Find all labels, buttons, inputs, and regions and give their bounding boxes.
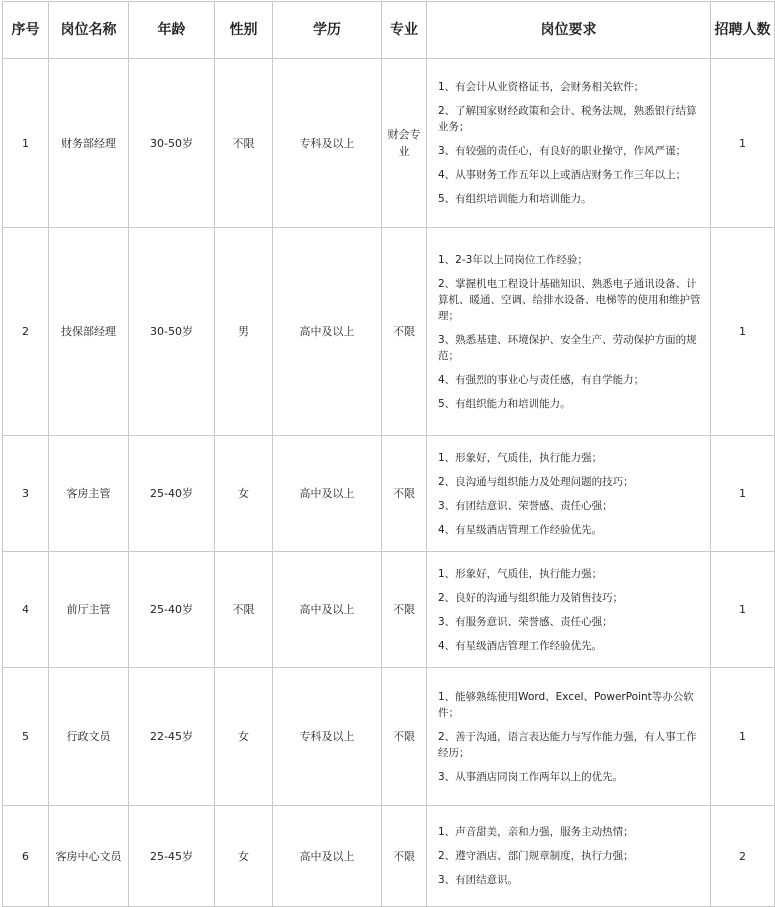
header-education: 学历	[273, 2, 382, 59]
cell-age: 25-40岁	[129, 552, 215, 668]
cell-requirements	[427, 552, 711, 668]
cell-education: 高中及以上	[273, 806, 382, 907]
cell-headcount: 1	[711, 59, 775, 228]
cell-major: 不限	[382, 552, 427, 668]
cell-gender: 女	[215, 806, 273, 907]
header-headcount: 招聘人数	[711, 2, 775, 59]
requirement-item: 3、有团结意识、荣誉感、责任心强；	[438, 499, 613, 512]
cell-position: 行政文员	[49, 668, 129, 806]
requirement-item: 1、能够熟练使用Word、Excel、PowerPoint等办公软件；	[438, 690, 694, 719]
requirement-item: 1、形象好，气质佳，执行能力强；	[438, 567, 603, 580]
cell-age: 22-45岁	[129, 668, 215, 806]
cell-position: 财务部经理	[49, 59, 129, 228]
cell-education: 高中及以上	[273, 552, 382, 668]
cell-requirements	[427, 436, 711, 552]
table-row	[3, 552, 775, 668]
cell-position: 前厅主管	[49, 552, 129, 668]
cell-no: 6	[3, 806, 49, 907]
cell-education: 高中及以上	[273, 436, 382, 552]
requirement-item: 4、有星级酒店管理工作经验优先。	[438, 639, 603, 652]
cell-position: 客房主管	[49, 436, 129, 552]
cell-education: 专科及以上	[273, 59, 382, 228]
cell-headcount: 1	[711, 228, 775, 436]
cell-no: 2	[3, 228, 49, 436]
cell-position: 技保部经理	[49, 228, 129, 436]
cell-position: 客房中心文员	[49, 806, 129, 907]
header-gender: 性别	[215, 2, 273, 59]
requirement-item: 1、声音甜美，亲和力强，服务主动热情；	[438, 826, 634, 838]
cell-requirements	[427, 806, 711, 907]
header-age: 年龄	[129, 2, 215, 59]
cell-no: 1	[3, 59, 49, 228]
header-position: 岗位名称	[49, 2, 129, 59]
cell-no: 4	[3, 552, 49, 668]
cell-no: 5	[3, 668, 49, 806]
requirement-item: 2、良沟通与组织能力及处理问题的技巧；	[438, 475, 634, 488]
cell-education: 高中及以上	[273, 228, 382, 436]
cell-major: 不限	[382, 668, 427, 806]
table-row	[3, 228, 775, 436]
cell-age: 25-40岁	[129, 436, 215, 552]
cell-headcount: 1	[711, 668, 775, 806]
cell-gender: 男	[215, 228, 273, 436]
requirement-item: 2、了解国家财经政策和会计、税务法规，熟悉银行结算业务；	[438, 105, 697, 133]
requirement-item: 3、从事酒店同岗工作两年以上的优先。	[438, 770, 624, 783]
header-major: 专业	[382, 2, 427, 59]
header-row	[3, 2, 775, 59]
cell-headcount: 1	[711, 436, 775, 552]
requirement-item: 2、良好的沟通与组织能力及销售技巧；	[438, 591, 624, 604]
requirement-item: 2、掌握机电工程设计基础知识、熟悉电子通讯设备、计算机、暖通、空调、给排水设备、电梯等的使用和维护管理；	[438, 277, 701, 322]
header-requirements: 岗位要求	[427, 2, 711, 59]
requirement-item: 3、熟悉基建、环境保护、安全生产、劳动保护方面的规范；	[438, 333, 697, 362]
requirement-item: 1、形象好，气质佳，执行能力强；	[438, 451, 603, 464]
requirement-item: 4、有强烈的事业心与责任感，有自学能力；	[438, 373, 645, 386]
requirement-item: 3、有服务意识、荣誉感、责任心强；	[438, 615, 613, 628]
cell-major: 财会专业	[382, 59, 427, 228]
table-row	[3, 436, 775, 552]
cell-age: 25-45岁	[129, 806, 215, 907]
cell-major: 不限	[382, 806, 427, 907]
cell-requirements	[427, 668, 711, 806]
table-row	[3, 668, 775, 806]
cell-gender: 不限	[215, 552, 273, 668]
cell-gender: 女	[215, 668, 273, 806]
cell-headcount: 1	[711, 552, 775, 668]
requirement-item: 1、2-3年以上同岗位工作经验；	[438, 253, 588, 266]
cell-education: 专科及以上	[273, 668, 382, 806]
cell-major: 不限	[382, 436, 427, 552]
requirement-item: 4、从事财务工作五年以上或酒店财务工作三年以上；	[438, 169, 687, 181]
cell-headcount: 2	[711, 806, 775, 907]
requirement-item: 2、遵守酒店、部门规章制度，执行力强；	[438, 850, 634, 862]
requirement-item: 4、有星级酒店管理工作经验优先。	[438, 523, 603, 536]
table-row	[3, 59, 775, 228]
requirement-item: 1、有会计从业资格证书，会财务相关软件；	[438, 81, 645, 93]
requirement-item: 2、善于沟通，语言表达能力与写作能力强，有人事工作经历；	[438, 730, 697, 759]
cell-requirements	[427, 59, 711, 228]
recruitment-table	[2, 1, 775, 907]
requirement-item: 5、有组织培训能力和培训能力。	[438, 193, 592, 205]
table-row	[3, 806, 775, 907]
cell-gender: 不限	[215, 59, 273, 228]
cell-requirements	[427, 228, 711, 436]
cell-no: 3	[3, 436, 49, 552]
requirement-item: 5、有组织能力和培训能力。	[438, 397, 571, 410]
requirement-item: 3、有较强的责任心，有良好的职业操守，作风严谨；	[438, 145, 687, 157]
header-no: 序号	[3, 2, 49, 59]
cell-major: 不限	[382, 228, 427, 436]
requirement-item: 3、有团结意识。	[438, 874, 519, 886]
cell-gender: 女	[215, 436, 273, 552]
cell-age: 30-50岁	[129, 228, 215, 436]
cell-age: 30-50岁	[129, 59, 215, 228]
